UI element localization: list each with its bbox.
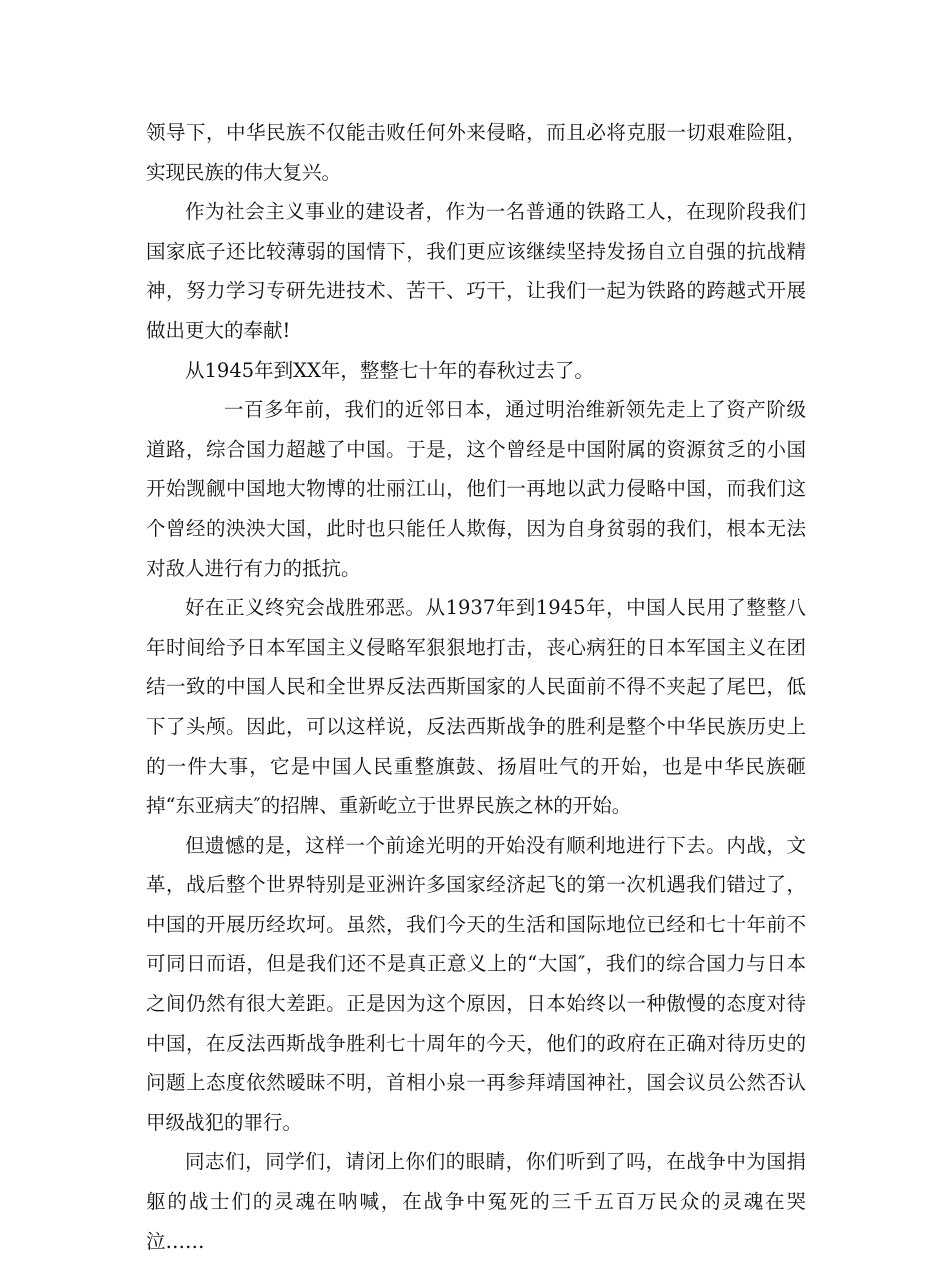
paragraph: 作为社会主义事业的建设者，作为一名普通的铁路工人，在现阶段我们国家底子还比较薄弱的国情下，我们更应该继续坚持发扬自立自强的抗战精神，努力学习专研先进技术、苦干、巧干，让我们一起为铁路的跨越式开展做出更大的奉献! — [146, 200, 806, 342]
paragraph: 一百多年前，我们的近邻日本，通过明治维新领先走上了资产阶级道路，综合国力超越了中国。于是，这个曾经是中国附属的资源贫乏的小国开始觊觎中国地大物博的壮丽江山，他们一再地以武力侵略中国，而我们这个曾经的泱泱大国，此时也只能任人欺侮，因为自身贫弱的我们，根本无法对敌人进行有力的抵抗。 — [146, 398, 806, 580]
paragraph: 同志们，同学们，请闭上你们的眼睛，你们听到了吗，在战争中为国捐躯的战士们的灵魂在呐喊，在战争中冤死的三千五百万民众的灵魂在哭泣…… — [146, 1150, 806, 1253]
paragraph: 但遗憾的是，这样一个前途光明的开始没有顺利地进行下去。内战，文革，战后整个世界特别是亚洲许多国家经济起飞的第一次机遇我们错过了，中国的开展历经坎坷。虽然，我们今天的生活和国际地位已经和七十年前不可同日而语，但是我们还不是真正意义上的“大国″，我们的综合国力与日本之间仍然有很大差距。正是因为这个原因，日本始终以一种傲慢的态度对待中国，在反法西斯战争胜利七十周年的今天，他们的政府在正确对待历史的问题上态度依然暧昧不明，首相小泉一再参拜靖国神社，国会议员公然否认甲级战犯的罪行。 — [146, 833, 806, 1134]
document-body — [146, 113, 806, 1261]
paragraph: 从1945年到XX年，整整七十年的春秋过去了。 — [185, 358, 594, 382]
paragraph-continuation: 领导下，中华民族不仅能击败任何外来侵略，而且必将克服一切艰难险阻，实现民族的伟大复兴。 — [146, 121, 806, 184]
paragraph: 好在正义终究会战胜邪恶。从1937年到1945年，中国人民用了整整八年时间给予日本军国主义侵略军狠狠地打击，丧心病狂的日本军国主义在团结一致的中国人民和全世界反法西斯国家的人民面前不得不夹起了尾巴，低下了头颅。因此，可以这样说，反法西斯战争的胜利是整个中华民族历史上的一件大事，它是中国人民重整旗鼓、扬眉吐气的开始，也是中华民族砸掉“东亚病夫″的招牌、重新屹立于世界民族之林的开始。 — [146, 596, 806, 818]
